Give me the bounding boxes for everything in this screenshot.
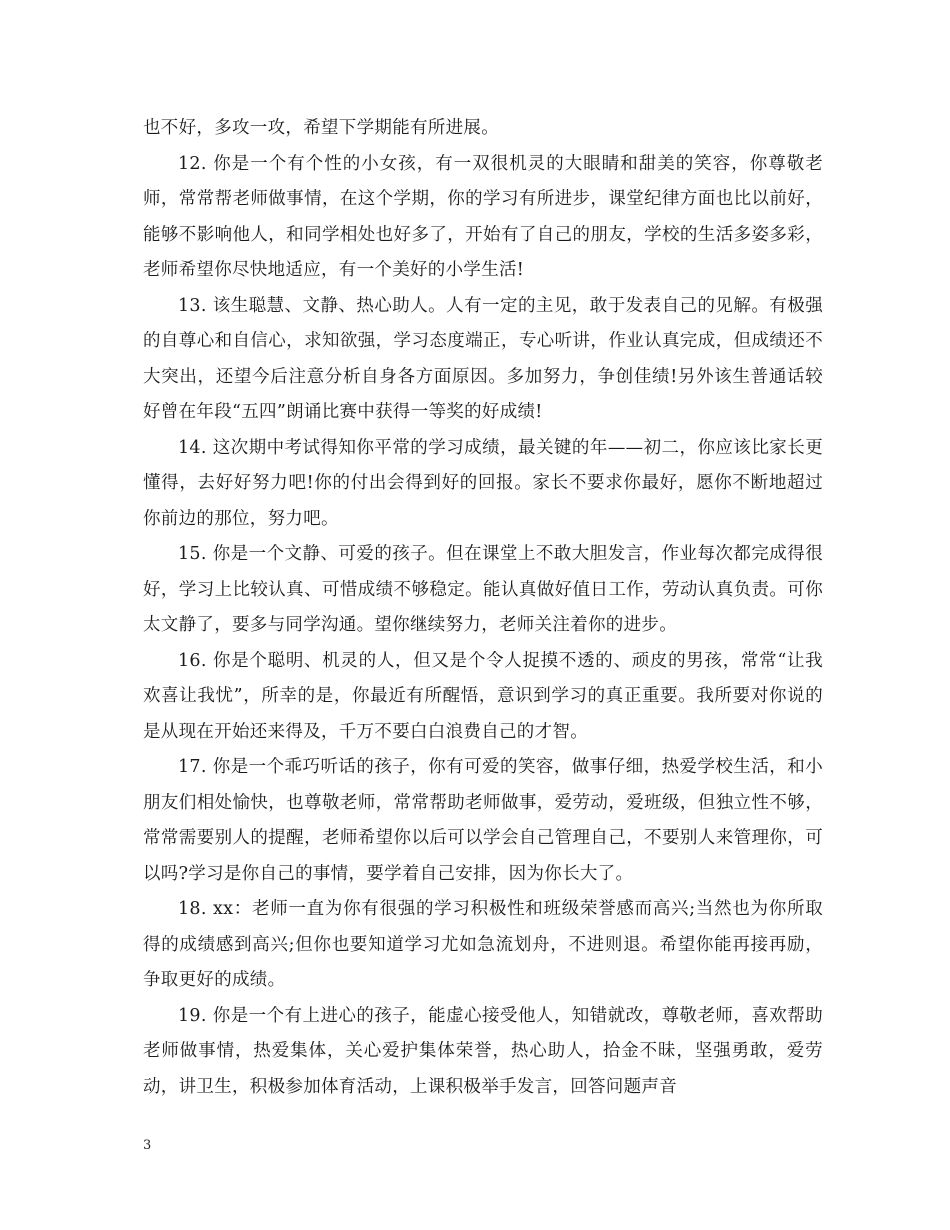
paragraph-item-16: 16. 你是个聪明、机灵的人，但又是个令人捉摸不透的、顽皮的男孩，常常“让我欢喜让我忧”，所幸的是，你最近有所醒悟，意识到学习的真正重要。我所要对你说的是从现在开始还来得及，千万不要白白浪费自己的才智。 xyxy=(143,650,823,742)
paragraph-item-18: 18. xx：老师一直为你有很强的学习积极性和班级荣誉感而高兴;当然也为你所取得的成绩感到高兴;但你也要知道学习尤如急流划舟，不进则退。希望你能再接再励，争取更好的成绩。 xyxy=(143,899,823,990)
document-body xyxy=(143,111,823,1105)
paragraph-item-14: 14. 这次期中考试得知你平常的学习成绩，最关键的年——初二，你应该比家长更懂得，去好好努力吧!你的付出会得到好的回报。家长不要求你最好，愿你不断地超过你前边的那位，努力吧。 xyxy=(143,437,823,529)
paragraph-item-15: 15. 你是一个文静、可爱的孩子。但在课堂上不敢大胆发言，作业每次都完成得很好，学习上比较认真、可惜成绩不够稳定。能认真做好值日工作，劳动认真负责。可你太文静了，要多与同学沟通。望你继续努力，老师关注着你的进步。 xyxy=(143,544,823,635)
paragraph-continuation: 也不好，多攻一攻，希望下学期能有所进展。 xyxy=(143,118,499,138)
paragraph-item-17: 17. 你是一个乖巧听话的孩子，你有可爱的笑容，做事仔细，热爱学校生活，和小朋友们相处愉快，也尊敬老师，常常帮助老师做事，爱劳动，爱班级，但独立性不够，常常需要别人的提醒，老师希望你以后可以学会自己管理自己，不要别人来管理你，可以吗?学习是你自己的事情，要学着自己安排，因为你长大了。 xyxy=(143,757,823,884)
page-number: 3 xyxy=(143,1138,152,1153)
paragraph-item-19: 19. 你是一个有上进心的孩子，能虚心接受他人，知错就改，尊敬老师，喜欢帮助老师做事情，热爱集体，关心爱护集体荣誉，热心助人，拾金不昧，坚强勇敢，爱劳动，讲卫生，积极参加体育活动，上课积极举手发言，回答问题声音 xyxy=(143,1005,823,1097)
paragraph-item-13: 13. 该生聪慧、文静、热心助人。人有一定的主见，敢于发表自己的见解。有极强的自尊心和自信心，求知欲强，学习态度端正，专心听讲，作业认真完成，但成绩还不大突出，还望今后注意分析自身各方面原因。多加努力，争创佳绩!另外该生普通话较好曾在年段“五四”朗诵比赛中获得一等奖的好成绩! xyxy=(143,295,823,422)
paragraph-item-12: 12. 你是一个有个性的小女孩，有一双很机灵的大眼睛和甜美的笑容，你尊敬老师，常常帮老师做事情，在这个学期，你的学习有所进步，课堂纪律方面也比以前好，能够不影响他人，和同学相处也好多了，开始有了自己的朋友，学校的生活多姿多彩，老师希望你尽快地适应，有一个美好的小学生活! xyxy=(143,153,823,280)
